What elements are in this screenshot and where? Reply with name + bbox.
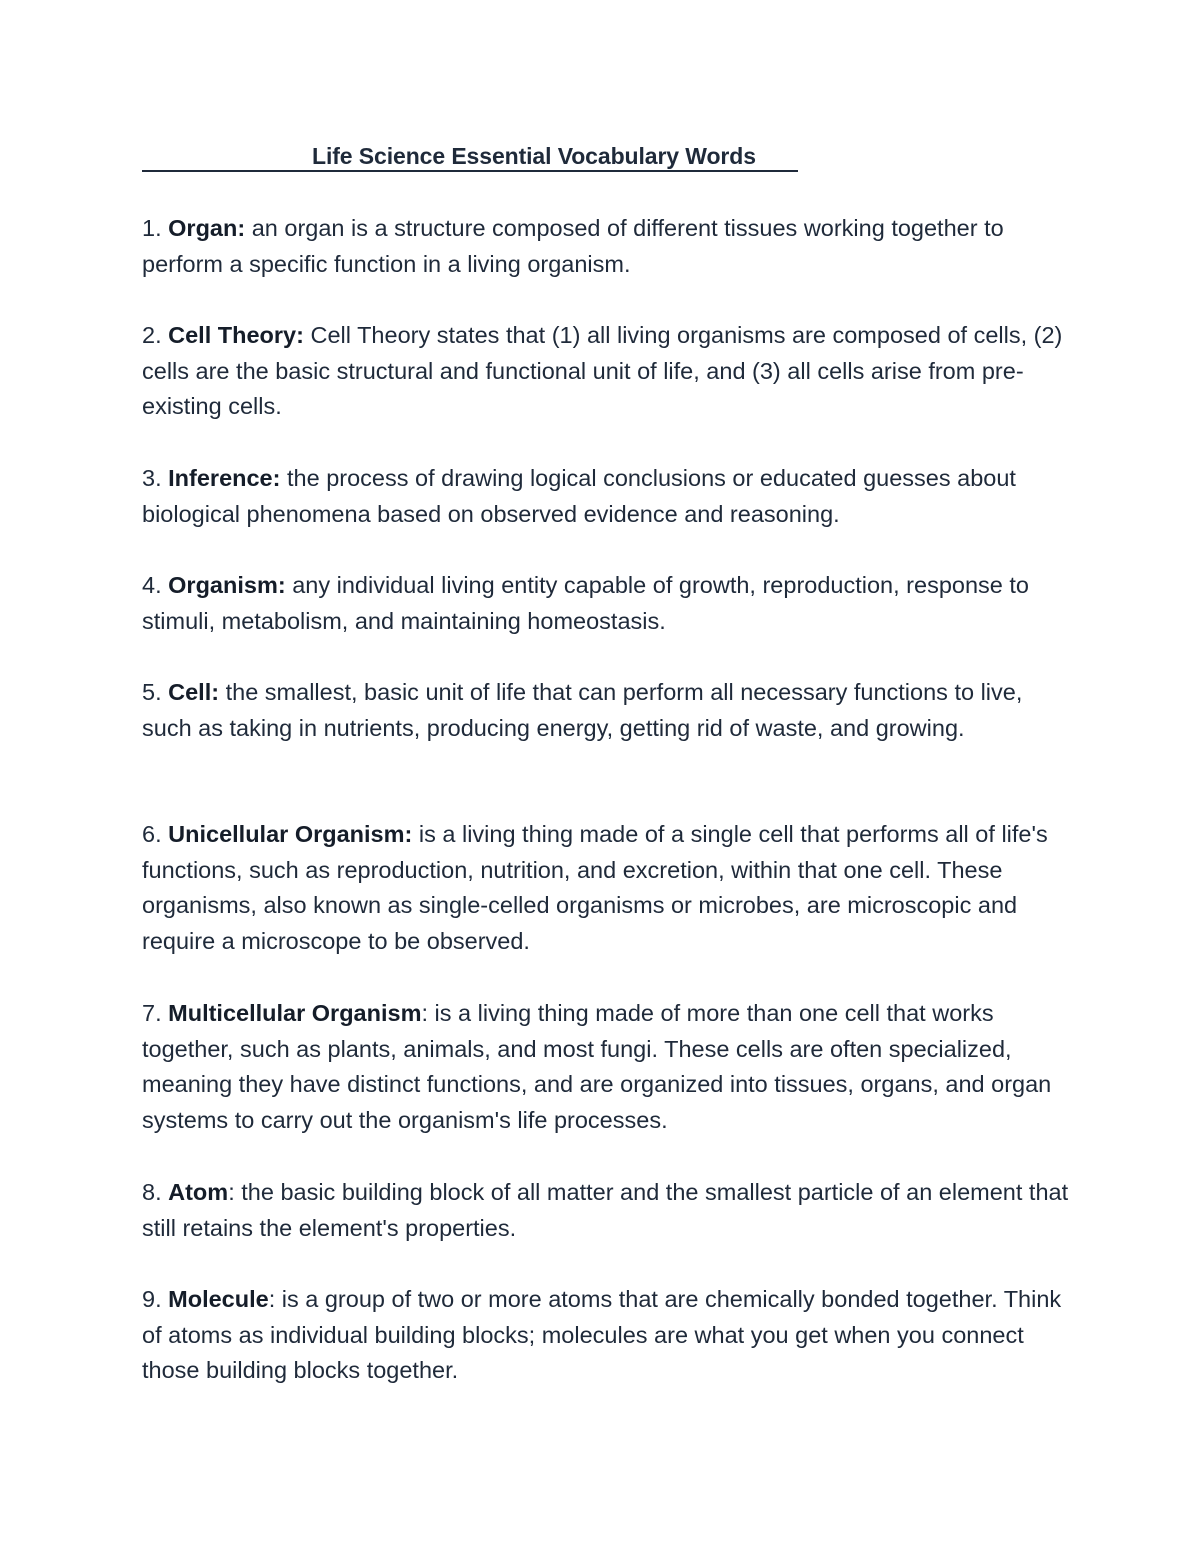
entry-definition: the smallest, basic unit of life that can perform all necessary functions to live, such as taking in nutrients, producing energy, getting rid of waste, and growing. [142,679,1023,741]
entry-term: Organism: [168,572,286,598]
entry-number: 7. [142,1000,169,1026]
entry-definition: : the basic building block of all matter and the smallest particle of an element that still retains the element's properties. [142,1179,1069,1241]
entry-number: 6. [142,821,169,847]
entry-term: Molecule [168,1286,269,1312]
vocab-entry-unicellular-organism [142,817,1072,959]
entry-definition: : is a group of two or more atoms that are chemically bonded together. Think of atoms as individual building blocks; molecules are what you get when you connect those building blocks together. [142,1286,1062,1384]
entry-definition: is a living thing made of a single cell that performs all of life's functions, such as reproduction, nutrition, and excretion, within that one cell. These organisms, also known as single-celled organisms or microbes, are microscopic and require a microscope to be observed. [142,821,1048,954]
entry-number: 9. [142,1286,169,1312]
vocab-entry-multicellular-organism [142,996,1072,1138]
entry-term: Unicellular Organism: [168,821,413,847]
document-title: Life Science Essential Vocabulary Words [312,143,756,169]
entry-definition: an organ is a structure composed of different tissues working together to perform a specific function in a living organism. [142,215,1004,277]
entry-number: 2. [142,322,169,348]
entry-term: Inference: [168,465,281,491]
entry-definition: : is a living thing made of more than one cell that works together, such as plants, animals, and most fungi. These cells are often specialized, meaning they have distinct functions, and are organized into tissues, organs, and organ systems to carry out the organism's life processes. [142,1000,1052,1133]
entry-term: Cell Theory: [168,322,304,348]
vocab-entry-atom [142,1175,1072,1246]
vocab-entry-organism [142,568,1072,639]
entry-number: 1. [142,215,169,241]
vocab-entry-inference [142,461,1072,532]
vocab-entry-organ [142,211,1072,282]
entry-definition: Cell Theory states that (1) all living organisms are composed of cells, (2) cells are the basic structural and functional unit of life, and (3) all cells arise from pre-existing cells. [142,322,1063,420]
vocab-entry-cell [142,675,1072,746]
entry-term: Multicellular Organism [168,1000,422,1026]
vocab-entry-molecule [142,1282,1072,1389]
entry-definition: any individual living entity capable of growth, reproduction, response to stimuli, metabolism, and maintaining homeostasis. [142,572,1029,634]
entry-definition: the process of drawing logical conclusions or educated guesses about biological phenomena based on observed evidence and reasoning. [142,465,1016,527]
entry-number: 5. [142,679,169,705]
entry-term: Atom [168,1179,229,1205]
entry-term: Cell: [168,679,220,705]
entry-term: Organ: [168,215,246,241]
vocab-entry-cell-theory [142,318,1072,425]
entry-number: 3. [142,465,169,491]
entry-number: 4. [142,572,169,598]
entry-number: 8. [142,1179,169,1205]
